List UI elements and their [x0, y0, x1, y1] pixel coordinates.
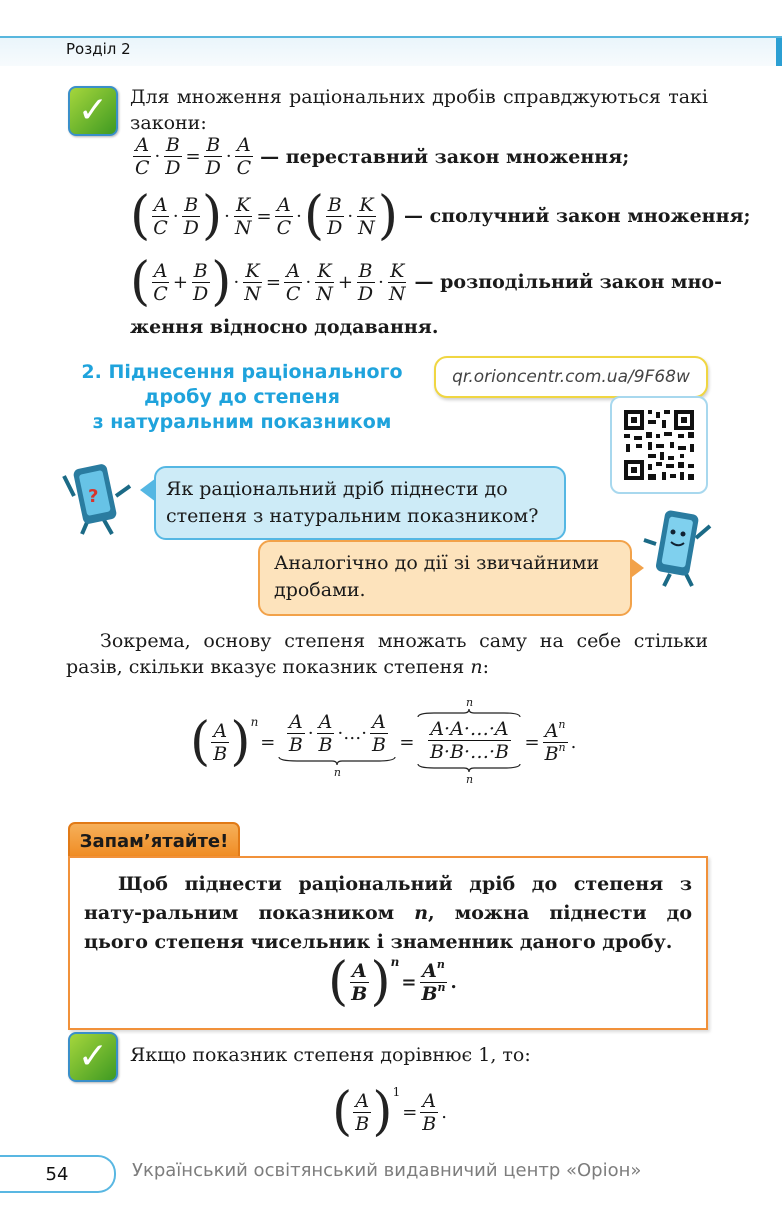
- answer-bubble: [258, 540, 632, 616]
- checkmark-icon: ✓: [68, 1032, 118, 1082]
- remember-formula: ( $\frac{A}{B}$ ) n = $\frac{A^n}{B^n}$ .: [328, 952, 457, 1012]
- qr-code-icon[interactable]: [610, 396, 708, 494]
- svg-text:?: ?: [88, 486, 99, 507]
- laws-intro: Для множення раціональних дробів справджуються такі закони:: [130, 86, 708, 134]
- robot-phone-icon: [640, 504, 716, 588]
- power-formula: ( $\frac{A}{B}$ ) n = $\frac{A}{B}$ · $\frac{A}{B}$ ·…· $\frac{A}{B}$ n = n A·A·…·A B·B·…·B n = $\frac{A^n}{B^n}$ .: [190, 696, 577, 786]
- commutative-law-label: — переставний закон множення;: [260, 145, 630, 168]
- commutative-law: $\frac{A}{C}$ · $\frac{B}{D}$ = $\frac{B}{D}$ · $\frac{A}{C}$ — переставний закон множення;: [135, 134, 630, 179]
- note-text: Якщо показник степеня дорівнює 1, то:: [130, 1044, 531, 1066]
- power-one-formula: ( $\frac{A}{B}$ ) 1 = $\frac{A}{B}$ .: [332, 1082, 447, 1142]
- distributive-law-label: — розподільний закон мно-: [414, 271, 722, 293]
- product-of-fractions: $\frac{A}{B}$ · $\frac{A}{B}$ ·…· $\frac{A}{B}$ n: [277, 705, 397, 779]
- body-paragraph: Зокрема, основу степеня множать саму на себе стільки разів, скільки вказує показник степеня n:: [66, 630, 708, 678]
- combined-fraction: n A·A·…·A B·B·…·B n: [416, 698, 522, 786]
- qr-link[interactable]: qr.orioncentr.com.ua/9F68w: [434, 356, 708, 398]
- publisher-name: Український освітянський видавничий центр «Оріон»: [132, 1160, 642, 1181]
- page-number: 54: [0, 1155, 116, 1193]
- associative-law: ( $\frac{A}{C}$ · $\frac{B}{D}$ ) · $\frac{K}{N}$ = $\frac{A}{C}$ · ( $\frac{B}{D}$ · $\frac{K}{N}$ ) — сполучний закон множення;: [130, 186, 751, 246]
- remember-title: Запам’ятайте!: [68, 822, 240, 860]
- section-label: Розділ 2: [66, 40, 131, 58]
- robot-phone-icon: [60, 456, 140, 536]
- remember-text: Щоб піднести раціональний дріб до степеня з нату-ральним показником n, можна піднести до цього степеня чисельник і знаменник даного дробу.: [84, 873, 693, 953]
- question-text: Як раціональний дріб піднести до степеня з натуральним показником?: [166, 478, 539, 527]
- section-heading: 2. Піднесення раціонального дробу до степеня з натуральним показником: [81, 361, 403, 433]
- answer-text: Аналогічно до дії зі звичайними дробами.: [274, 552, 600, 601]
- distributive-law: ( $\frac{A}{C}$ + $\frac{B}{D}$ ) · $\frac{K}{N}$ = $\frac{A}{C}$ · $\frac{K}{N}$ + $\frac{B}{D}$ · $\frac{K}{N}$ — розподільний закон мно-: [130, 252, 722, 312]
- question-bubble: [154, 466, 566, 540]
- checkmark-icon: ✓: [68, 86, 118, 136]
- distributive-law-label-cont: ження відносно додавання.: [130, 316, 439, 338]
- remember-box: [68, 856, 708, 1030]
- associative-law-label: — сполучний закон множення;: [404, 205, 751, 227]
